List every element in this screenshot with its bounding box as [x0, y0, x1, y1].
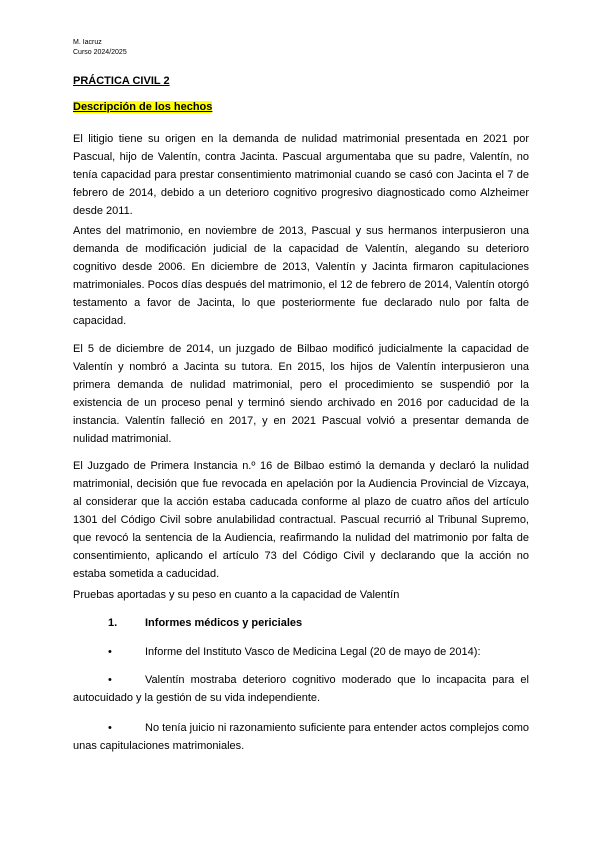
- bullet-icon: •: [108, 646, 112, 658]
- paragraph-3: El 5 de diciembre de 2014, un juzgado de Bilbao modificó judicialmente la capacidad de Valentín y nombró a Jacinta su tutora. En 2015, los hijos de Valentín interpusieron una primera demanda de nulidad matrimonial, pero el procedimiento se suspendió por la existencia de un proceso penal y terminó siendo archivado en 2016 por caducidad de la instancia. Valentín falleció en 2017, y en 2021 Pascual volvió a presentar demanda de nulidad matrimonial.: [73, 343, 529, 445]
- section-heading: Descripción de los hechos: [73, 101, 213, 113]
- paragraph-4: El Juzgado de Primera Instancia n.º 16 de Bilbao estimó la demanda y declaró la nulidad matrimonial, decisión que fue revocada en apelación por la Audiencia Provincial de Vizcaya, al considerar que la acción estaba caducada conforme al plazo de cuatro años del artículo 1301 del Código Civil sobre anulabilidad contractual. Pascual recurrió al Tribunal Supremo, que revocó la sentencia de la Audiencia, reafirmando la nulidad del matrimonio por falta de consentimiento, aplicando el artículo 73 del Código Civil y declarando que la acción no estaba sometida a caducidad.: [73, 460, 529, 580]
- bullet-text: Valentín mostraba deterioro cognitivo moderado que lo incapacita para el autocuidado y la gestión de su vida independiente.: [73, 674, 529, 704]
- bullet-icon: •: [108, 722, 112, 734]
- page-header: [73, 38, 127, 58]
- header-author: M. Iacruz: [73, 39, 102, 46]
- document-title: PRÁCTICA CIVIL 2: [73, 75, 170, 87]
- list-number: 1.: [108, 617, 118, 629]
- bullet-text: No tenía juicio ni razonamiento suficiente para entender actos complejos como unas capitulaciones matrimoniales.: [73, 722, 529, 752]
- bullet-text: Informe del Instituto Vasco de Medicina Legal (20 de mayo de 2014):: [145, 646, 481, 658]
- evidence-intro: Pruebas aportadas y su peso en cuanto a la capacidad de Valentín: [73, 589, 400, 601]
- paragraph-1: El litigio tiene su origen en la demanda de nulidad matrimonial presentada en 2021 por Pascual, hijo de Valentín, contra Jacinta. Pascual argumentaba que su padre, Valentín, no tenía capacidad para prestar consentimiento matrimonial cuando se casó con Jacinta el 7 de febrero de 2014, debido a un deterioro cognitivo progresivo diagnosticado como Alzheimer desde 2011.: [73, 133, 529, 217]
- list-heading: Informes médicos y periciales: [145, 617, 303, 629]
- header-course: Curso 2024/2025: [73, 49, 127, 56]
- paragraph-2: Antes del matrimonio, en noviembre de 2013, Pascual y sus hermanos interpusieron una demanda de modificación judicial de la capacidad de Valentín, alegando su deterioro cognitivo desde 2006. En diciembre de 2013, Valentín y Jacinta firmaron capitulaciones matrimoniales. Pocos días después del matrimonio, el 12 de febrero de 2014, Valentín otorgó testamento a favor de Jacinta, lo que posteriormente fue declarado nulo por falta de capacidad.: [73, 225, 529, 327]
- bullet-icon: •: [108, 674, 112, 686]
